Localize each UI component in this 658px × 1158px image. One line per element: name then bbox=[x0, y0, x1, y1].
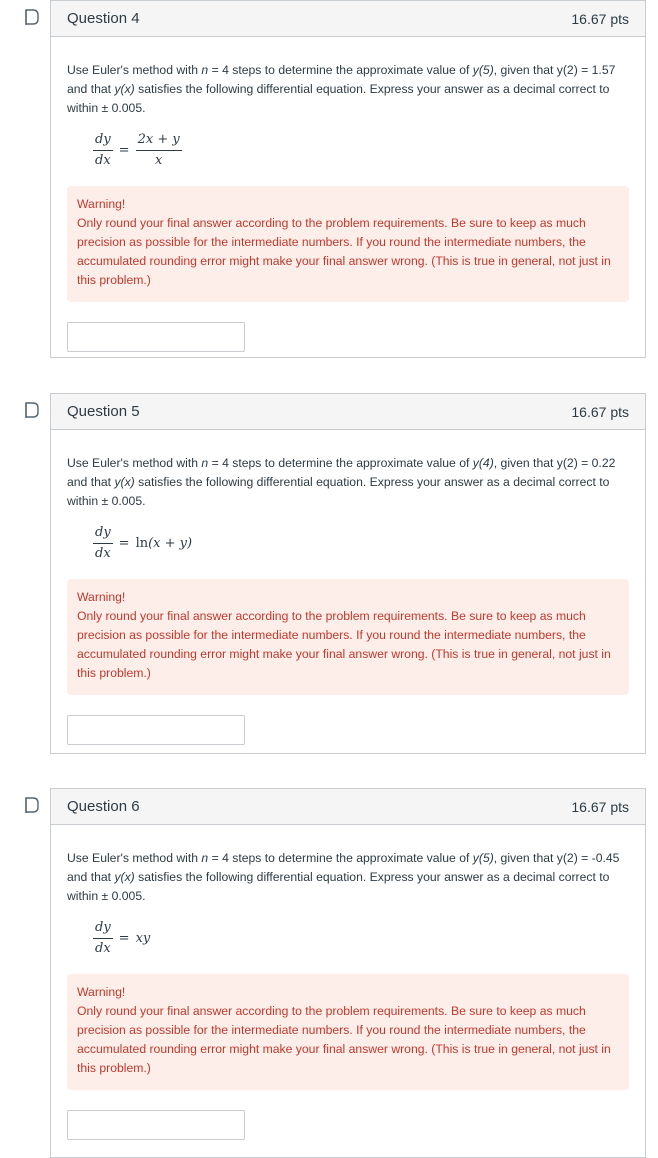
warning-text: Only round your final answer according to the problem requirements. Be sure to keep as much precision as possible for the intermediate numbers. If you round the intermediate numbers, the accumulated rounding error might make your final answer wrong. (This is true in general, not just in this problem.) bbox=[77, 1004, 611, 1075]
warning-box bbox=[67, 579, 629, 695]
question-text: Use Euler's method with n = 4 steps to determine the approximate value of y(5), given that y(2) = -0.45 and that y(x) satisfies the following differential equation. Express your answer as a decimal correct to within ± 0.005. bbox=[67, 851, 620, 903]
warning-title: Warning! bbox=[77, 197, 126, 211]
question-title: Question 4 bbox=[67, 10, 140, 27]
question-5-card bbox=[50, 393, 646, 754]
differential-equation: $\frac{dy}{dx}$ = $\frac{2x + y}{x}$ bbox=[95, 131, 180, 168]
warning-title: Warning! bbox=[77, 590, 126, 604]
warning-box bbox=[67, 186, 629, 302]
flag-question-4-icon[interactable] bbox=[25, 9, 39, 25]
answer-input-question-5[interactable] bbox=[67, 715, 245, 745]
flag-question-6-icon[interactable] bbox=[25, 797, 39, 813]
question-title: Question 5 bbox=[67, 403, 140, 420]
differential-equation: $\frac{dy}{dx}$ = xy bbox=[95, 919, 151, 956]
flag-question-5-icon[interactable] bbox=[25, 402, 39, 418]
warning-text: Only round your final answer according to the problem requirements. Be sure to keep as much precision as possible for the intermediate numbers. If you round the intermediate numbers, the accumulated rounding error might make your final answer wrong. (This is true in general, not just in this problem.) bbox=[77, 609, 611, 680]
question-title: Question 6 bbox=[67, 798, 140, 815]
differential-equation: $\frac{dy}{dx}$ = ln(x + y) bbox=[95, 524, 193, 561]
question-4-card bbox=[50, 0, 646, 358]
warning-text: Only round your final answer according to the problem requirements. Be sure to keep as much precision as possible for the intermediate numbers. If you round the intermediate numbers, the accumulated rounding error might make your final answer wrong. (This is true in general, not just in this problem.) bbox=[77, 216, 611, 287]
question-points: 16.67 pts bbox=[571, 403, 629, 420]
warning-title: Warning! bbox=[77, 985, 126, 999]
question-points: 16.67 pts bbox=[571, 798, 629, 815]
answer-input-question-4[interactable] bbox=[67, 322, 245, 352]
question-6-card bbox=[50, 788, 646, 1158]
question-text: Use Euler's method with n = 4 steps to determine the approximate value of y(4), given that y(2) = 0.22 and that y(x) satisfies the following differential equation. Express your answer as a decimal correct to within ± 0.005. bbox=[67, 456, 616, 508]
answer-input-question-6[interactable] bbox=[67, 1110, 245, 1140]
warning-box bbox=[67, 974, 629, 1090]
question-points: 16.67 pts bbox=[571, 10, 629, 27]
question-header bbox=[51, 394, 645, 430]
question-header bbox=[51, 1, 645, 37]
question-text: Use Euler's method with n = 4 steps to determine the approximate value of y(5), given that y(2) = 1.57 and that y(x) satisfies the following differential equation. Express your answer as a decimal correct to within ± 0.005. bbox=[67, 63, 616, 115]
question-header bbox=[51, 789, 645, 825]
